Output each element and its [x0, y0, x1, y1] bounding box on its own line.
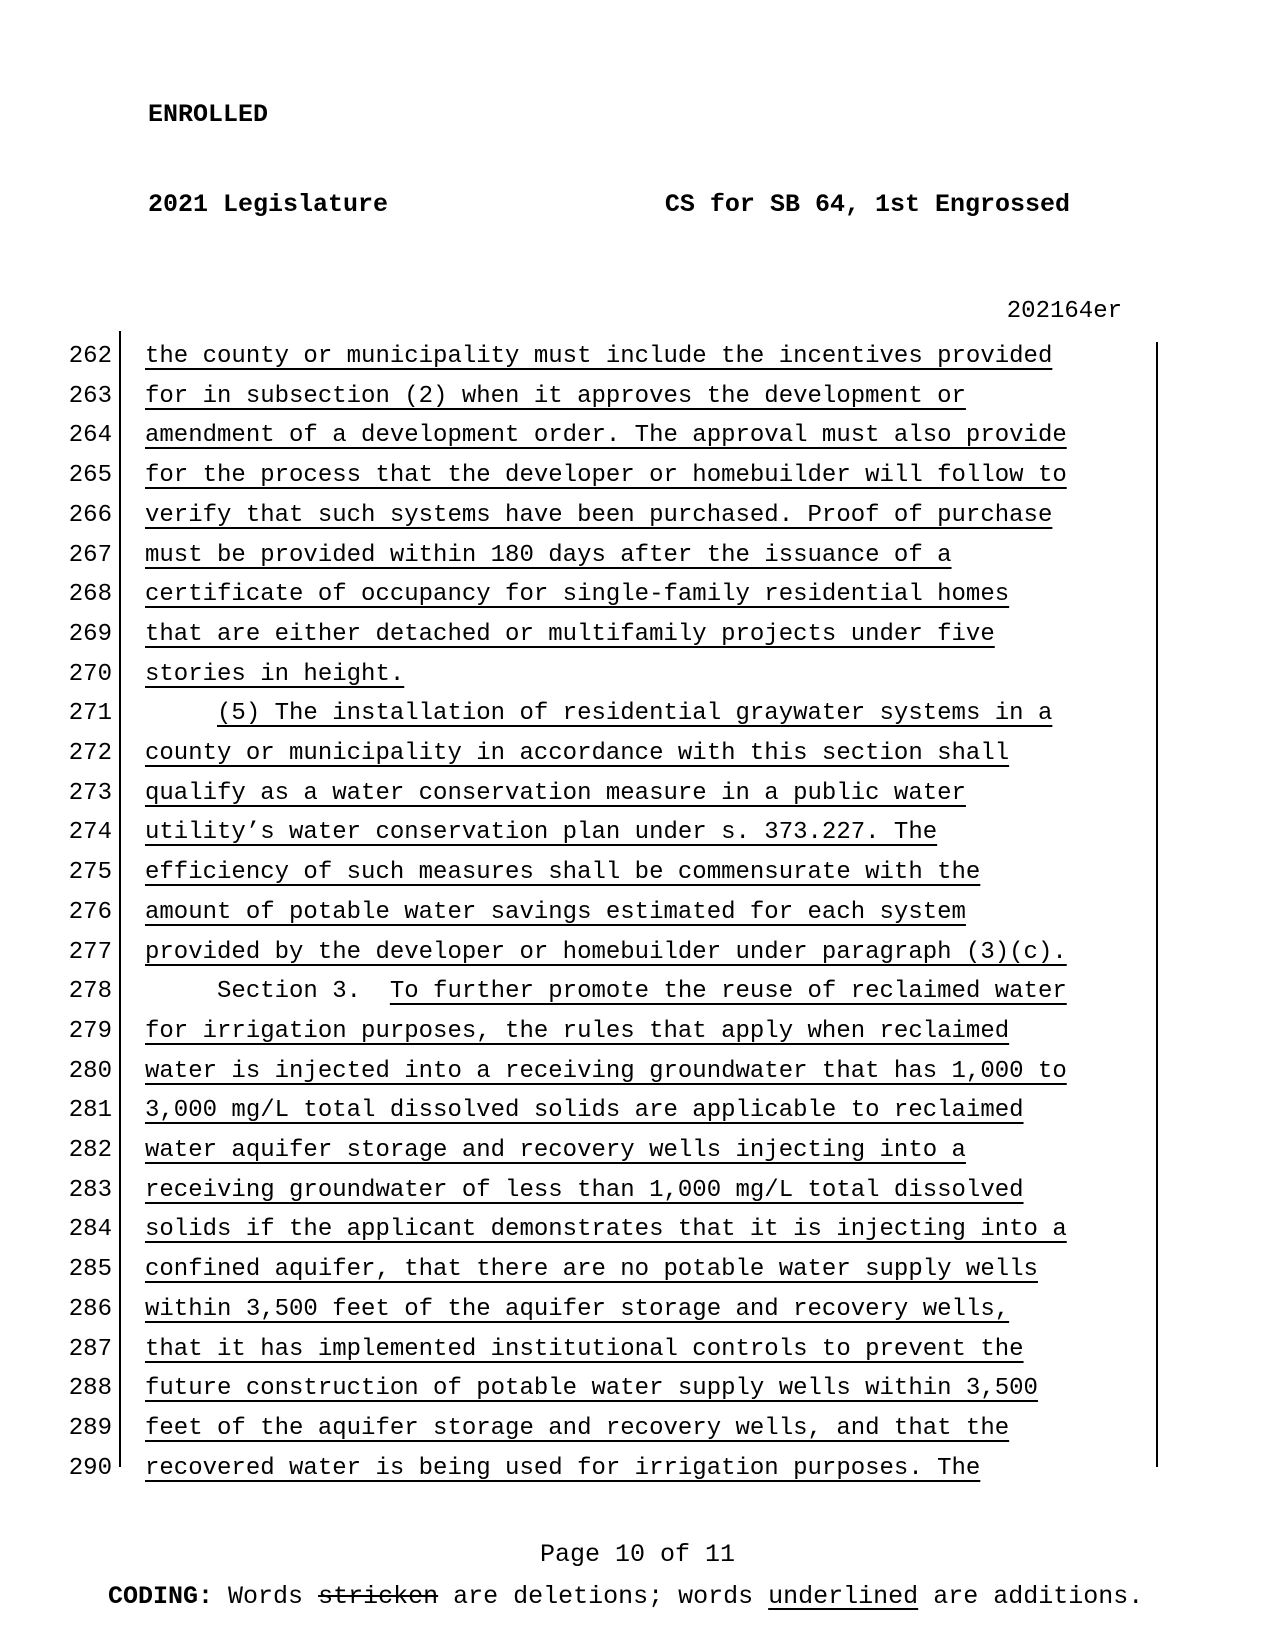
bill-line [0, 1369, 1156, 1409]
line-number: 284 [68, 1216, 112, 1244]
bill-line [0, 774, 1156, 814]
line-text [112, 615, 995, 655]
line-underlined-text: To further promote the reuse of reclaimed water [389, 978, 1067, 1006]
line-number: 272 [68, 740, 112, 768]
bill-line [0, 496, 1156, 536]
coding-segment: stricken [318, 1582, 439, 1611]
line-underlined-text: future construction of potable water supply wells within 3,500 [145, 1375, 1038, 1403]
line-text [112, 1131, 966, 1171]
bill-line [0, 813, 1156, 853]
bill-line [0, 1330, 1156, 1370]
line-underlined-text: county or municipality in accordance with this section shall [145, 740, 1010, 768]
line-underlined-text: for irrigation purposes, the rules that apply when reclaimed [145, 1017, 1010, 1045]
line-plain-text [145, 700, 217, 727]
line-text [112, 813, 937, 853]
line-number: 267 [68, 541, 112, 569]
line-underlined-text: must be provided within 180 days after the issuance of a [145, 541, 952, 569]
line-number: 263 [68, 382, 112, 410]
legislature-label: 2021 Legislature [148, 190, 389, 219]
line-plain-text: Section 3. [145, 978, 390, 1006]
line-underlined-text: verify that such systems have been purchased. Proof of purchase [145, 501, 1053, 529]
bill-line [0, 694, 1156, 734]
line-underlined-text: feet of the aquifer storage and recovery wells, and that the [145, 1414, 1010, 1442]
line-number: 288 [68, 1375, 112, 1403]
coding-segment: are deletions; words [438, 1582, 769, 1611]
line-number: 273 [68, 779, 112, 807]
bill-line [0, 1091, 1156, 1131]
bill-line [0, 1131, 1156, 1171]
line-underlined-text: for in subsection (2) when it approves the development or [145, 382, 966, 410]
line-text [112, 1369, 1038, 1409]
line-underlined-text: receiving groundwater of less than 1,000 mg/L total dissolved [145, 1176, 1024, 1204]
line-underlined-text: certificate of occupancy for single-family residential homes [145, 581, 1010, 609]
line-text [112, 853, 980, 893]
bill-line [0, 1290, 1156, 1330]
bill-line [0, 933, 1156, 973]
line-underlined-text: solids if the applicant demonstrates that it is injecting into a [145, 1216, 1067, 1244]
coding-segment: are additions. [918, 1582, 1144, 1611]
line-underlined-text: utility’s water conservation plan under s. 373.227. The [145, 819, 938, 847]
line-number: 265 [68, 462, 112, 490]
line-underlined-text: that it has implemented institutional controls to prevent the [145, 1335, 1024, 1363]
line-underlined-text: efficiency of such measures shall be commensurate with the [145, 859, 981, 887]
line-number: 269 [68, 620, 112, 648]
line-number: 276 [68, 898, 112, 926]
line-underlined-text: 3,000 mg/L total dissolved solids are applicable to reclaimed [145, 1097, 1024, 1125]
line-text [112, 655, 404, 695]
line-text [112, 456, 1067, 496]
line-underlined-text: amount of potable water savings estimated for each system [145, 898, 966, 926]
line-text [112, 694, 1052, 734]
bill-line [0, 1449, 1156, 1489]
line-underlined-text: water aquifer storage and recovery wells injecting into a [145, 1137, 966, 1165]
line-underlined-text: amendment of a development order. The approval must also provide [145, 422, 1067, 450]
bill-line [0, 1409, 1156, 1449]
bill-line [0, 1012, 1156, 1052]
line-number: 283 [68, 1176, 112, 1204]
line-number: 271 [68, 700, 112, 728]
line-text [112, 1052, 1067, 1092]
bill-line [0, 1210, 1156, 1250]
line-text [112, 1449, 980, 1489]
line-text [112, 1250, 1038, 1290]
bill-line [0, 456, 1156, 496]
document-id: 202164er [1006, 298, 1122, 325]
bill-line [0, 1052, 1156, 1092]
line-number: 277 [68, 938, 112, 966]
bill-line [0, 734, 1156, 774]
line-underlined-text: (5) The installation of residential graywater systems in a [217, 700, 1053, 728]
line-text [112, 972, 1067, 1012]
bill-line [0, 655, 1156, 695]
line-number: 264 [68, 422, 112, 450]
line-text [112, 1290, 1009, 1330]
line-text [112, 893, 966, 933]
line-number: 285 [68, 1256, 112, 1284]
line-number: 280 [68, 1057, 112, 1085]
page-header [148, 40, 1070, 280]
enrolled-label: ENROLLED [148, 100, 269, 129]
bill-line [0, 575, 1156, 615]
page-number-label: Page 10 of 11 [539, 1540, 736, 1569]
bill-line [0, 615, 1156, 655]
line-text [112, 933, 1067, 973]
line-number: 275 [68, 859, 112, 887]
line-text [112, 1409, 1009, 1449]
line-underlined-text: within 3,500 feet of the aquifer storage and recovery wells, [145, 1295, 1010, 1323]
coding-segment: CODING: [108, 1582, 214, 1611]
bill-title-label: CS for SB 64, 1st Engrossed [664, 190, 1070, 219]
line-text [112, 1330, 1024, 1370]
coding-segment: Words [213, 1582, 319, 1611]
line-text [112, 734, 1009, 774]
bill-line [0, 1250, 1156, 1290]
line-text [112, 575, 1009, 615]
line-text [112, 1210, 1067, 1250]
bill-line [0, 377, 1156, 417]
line-number: 274 [68, 819, 112, 847]
line-text [112, 416, 1067, 456]
line-text [112, 1091, 1024, 1131]
bill-line [0, 416, 1156, 456]
line-underlined-text: recovered water is being used for irrigation purposes. The [145, 1454, 981, 1482]
bill-line [0, 536, 1156, 576]
line-text [112, 536, 952, 576]
bill-line [0, 1171, 1156, 1211]
line-text [112, 496, 1052, 536]
line-underlined-text: provided by the developer or homebuilder under paragraph (3)(c). [145, 938, 1067, 966]
line-underlined-text: stories in height. [145, 660, 405, 688]
bill-line [0, 893, 1156, 933]
header-second-row [148, 190, 1070, 220]
line-underlined-text: that are either detached or multifamily projects under five [145, 620, 995, 648]
line-text [112, 377, 966, 417]
coding-segment: underlined [768, 1582, 919, 1611]
bill-line [0, 337, 1156, 377]
bill-text-body [0, 337, 1156, 1488]
line-text [112, 1012, 1009, 1052]
line-underlined-text: water is injected into a receiving groundwater that has 1,000 to [145, 1057, 1067, 1085]
right-margin-rule [1156, 342, 1158, 1467]
line-number: 270 [68, 660, 112, 688]
bill-line [0, 853, 1156, 893]
line-number: 287 [68, 1335, 112, 1363]
line-number: 289 [68, 1414, 112, 1442]
line-number: 290 [68, 1454, 112, 1482]
line-number: 266 [68, 501, 112, 529]
line-number: 268 [68, 581, 112, 609]
line-underlined-text: the county or municipality must include the incentives provided [145, 343, 1053, 370]
bill-line [0, 972, 1156, 1012]
line-number: 282 [68, 1137, 112, 1165]
line-number: 279 [68, 1017, 112, 1045]
line-number: 281 [68, 1097, 112, 1125]
line-number: 278 [68, 978, 112, 1006]
coding-legend [108, 1582, 1143, 1611]
line-underlined-text: confined aquifer, that there are no potable water supply wells [145, 1256, 1038, 1284]
line-number: 262 [68, 343, 112, 370]
line-text [112, 774, 966, 814]
line-number: 286 [68, 1295, 112, 1323]
line-underlined-text: for the process that the developer or homebuilder will follow to [145, 462, 1067, 490]
line-text [112, 1171, 1024, 1211]
line-text [112, 337, 1052, 377]
line-underlined-text: qualify as a water conservation measure in a public water [145, 779, 966, 807]
